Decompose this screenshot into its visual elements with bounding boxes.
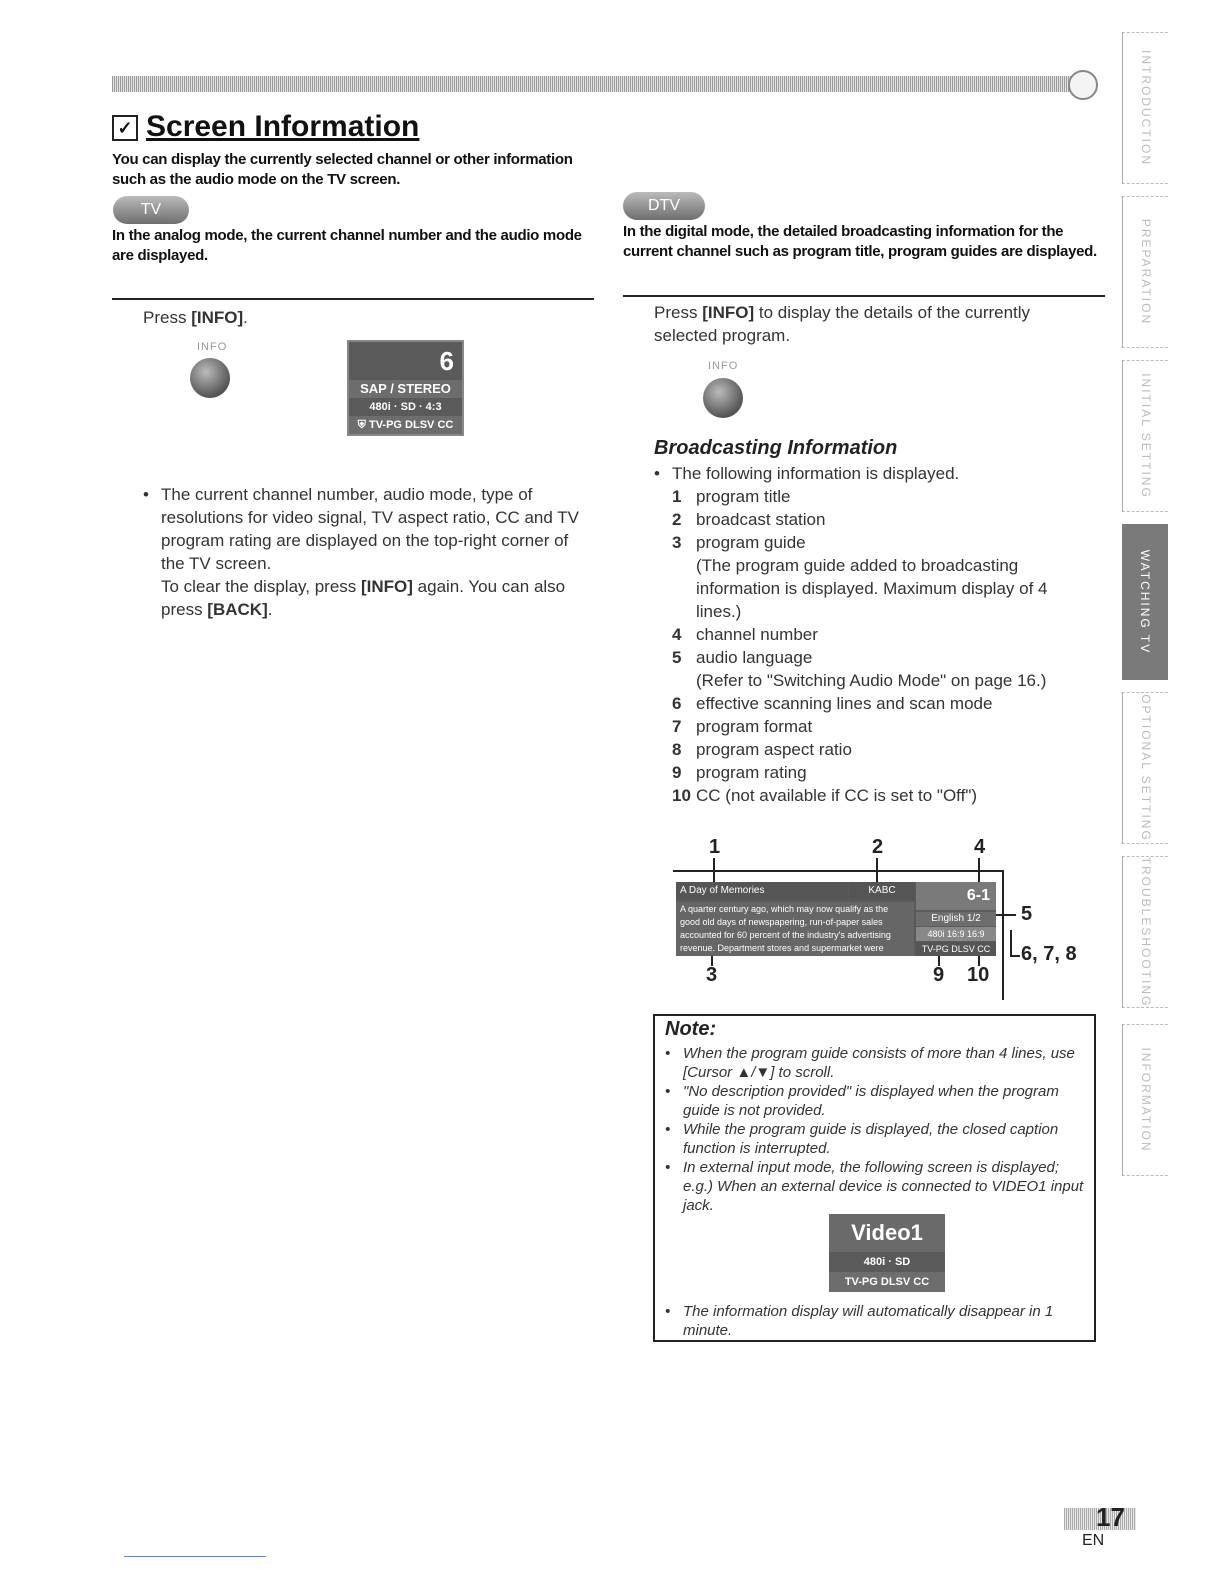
tv-osd-cc: CC bbox=[437, 419, 454, 431]
item-text: program title bbox=[696, 487, 791, 506]
item-text: program rating bbox=[696, 763, 807, 782]
tv-bullet-text: The current channel number, audio mode, type of resolutions for video signal, TV aspect ratio, CC and TV program rating are displayed on the top-right corner of the TV screen. bbox=[161, 485, 579, 573]
tv-clear-mid: again. You can also press bbox=[161, 577, 566, 619]
item-num: 7 bbox=[672, 717, 682, 736]
callout-line-2 bbox=[876, 858, 878, 884]
checkbox-icon: ✓ bbox=[112, 115, 138, 141]
note-item: • While the program guide is displayed, the closed caption function is interrupted. bbox=[663, 1120, 1087, 1158]
dtv-divider bbox=[623, 295, 1105, 297]
tv-clear-suffix: . bbox=[267, 600, 273, 619]
tv-clear-key: [INFO] bbox=[361, 577, 413, 596]
dtv-osd bbox=[676, 882, 996, 956]
tv-info-button-label: INFO bbox=[197, 341, 228, 353]
tv-press-instruction bbox=[143, 306, 583, 329]
item-text: CC (not available if CC is set to "Off") bbox=[696, 786, 978, 805]
tv-info-button-icon bbox=[190, 358, 230, 398]
video1-sd: SD bbox=[894, 1256, 911, 1268]
tv-osd-aspect: 4:3 bbox=[425, 401, 442, 413]
side-tab-optional-setting[interactable] bbox=[1122, 692, 1168, 844]
item-num: 3 bbox=[672, 533, 682, 552]
tv-press-suffix: . bbox=[243, 308, 248, 327]
video1-osd bbox=[829, 1214, 945, 1292]
dtv-osd-format: 480i 16:9 16:9 bbox=[916, 927, 996, 941]
dtv-badge: DTV bbox=[623, 192, 705, 220]
side-tab-label: OPTIONAL SETTING bbox=[1138, 694, 1153, 842]
list-item-note: (Refer to "Switching Audio Mode" on page 16.) bbox=[696, 671, 1047, 690]
item-num: 1 bbox=[672, 487, 682, 506]
callout-3: 3 bbox=[706, 964, 718, 986]
callout-line-5 bbox=[996, 914, 1016, 916]
callout-line-1 bbox=[713, 858, 715, 884]
video1-rating: TV-PG DLSV bbox=[844, 1276, 911, 1288]
broadcasting-info-list bbox=[652, 462, 1092, 807]
item-text: effective scanning lines and scan mode bbox=[696, 694, 993, 713]
dtv-info-button-label: INFO bbox=[708, 360, 739, 372]
item-num: 10 bbox=[672, 786, 691, 805]
tv-press-prefix: Press bbox=[143, 308, 192, 327]
tv-osd-rating: TV-PG DLSV bbox=[368, 419, 435, 431]
side-tab-label: WATCHING TV bbox=[1138, 549, 1152, 655]
list-item bbox=[672, 485, 1092, 508]
item-num: 4 bbox=[672, 625, 682, 644]
page-title-text: Screen Information bbox=[146, 110, 420, 143]
note-item: • In external input mode, the following screen is displayed; e.g.) When an external device is connected to VIDEO1 input jack. bbox=[663, 1158, 1087, 1215]
page-lang: EN bbox=[1082, 1532, 1105, 1549]
item-num: 6 bbox=[672, 694, 682, 713]
side-tab-label: TROUBLESHOOTING bbox=[1138, 856, 1153, 1008]
list-item bbox=[672, 738, 1092, 761]
side-tab-label: INITIAL SETTING bbox=[1138, 373, 1153, 499]
note-box bbox=[653, 1014, 1096, 1342]
item-text: program aspect ratio bbox=[696, 740, 852, 759]
callout-line-678b bbox=[1010, 955, 1020, 957]
list-item bbox=[672, 646, 1092, 669]
side-tab-initial-setting[interactable] bbox=[1122, 360, 1168, 512]
callout-2: 2 bbox=[872, 836, 884, 858]
tv-clear-prefix: To clear the display, press bbox=[161, 577, 361, 596]
side-tab-label: INTRODUCTION bbox=[1138, 50, 1153, 166]
dtv-press-suffix: to display the details of the currently selected program. bbox=[654, 303, 1031, 345]
video1-res: 480i bbox=[863, 1256, 886, 1268]
footer-rule bbox=[124, 1556, 266, 1557]
side-tab-troubleshooting[interactable] bbox=[1122, 856, 1168, 1008]
tv-osd-rating-row bbox=[349, 416, 462, 434]
item-text: program guide bbox=[696, 533, 806, 552]
side-tab-label: PREPARATION bbox=[1138, 218, 1153, 326]
tv-osd-sd: SD bbox=[400, 401, 416, 413]
note-item: • The information display will automatically disappear in 1 minute. bbox=[663, 1302, 1087, 1340]
callout-9: 9 bbox=[933, 964, 945, 986]
item-num: 2 bbox=[672, 510, 682, 529]
side-tab-information[interactable] bbox=[1122, 1024, 1168, 1176]
tv-badge: TV bbox=[113, 196, 189, 224]
header-rule bbox=[112, 76, 1072, 92]
video1-cc: CC bbox=[913, 1276, 930, 1288]
dtv-description: In the digital mode, the detailed broadcasting information for the current channel such as program title, program guides are displayed. bbox=[623, 223, 1097, 260]
dtv-press-key: [INFO] bbox=[702, 303, 755, 322]
page-title bbox=[112, 110, 419, 144]
callout-5: 5 bbox=[1021, 903, 1033, 925]
dtv-osd-rating: TV-PG DLSV bbox=[921, 944, 975, 954]
side-tab-watching-tv[interactable] bbox=[1122, 524, 1168, 680]
note-last-list bbox=[663, 1302, 1087, 1340]
callout-rule bbox=[673, 870, 1003, 872]
broadcasting-intro: • The following information is displayed. bbox=[652, 462, 1092, 485]
note-item: • "No description provided" is displayed when the program guide is not provided. bbox=[663, 1082, 1087, 1120]
item-num: 8 bbox=[672, 740, 682, 759]
side-tab-preparation[interactable] bbox=[1122, 196, 1168, 348]
item-text: channel number bbox=[696, 625, 818, 644]
callout-line-4 bbox=[978, 858, 980, 884]
video1-rating-row bbox=[829, 1272, 945, 1292]
dtv-osd-station: KABC bbox=[849, 882, 915, 900]
callout-bracket bbox=[1002, 870, 1004, 1000]
item-text: audio language bbox=[696, 648, 813, 667]
list-item bbox=[672, 531, 1092, 554]
dtv-press-instruction bbox=[654, 301, 1084, 347]
side-tab-introduction[interactable] bbox=[1122, 32, 1168, 184]
item-text: broadcast station bbox=[696, 510, 826, 529]
list-item bbox=[672, 692, 1092, 715]
page-number: 17 bbox=[1096, 1502, 1125, 1532]
video1-label: Video1 bbox=[829, 1214, 945, 1252]
callout-line-678 bbox=[1010, 930, 1012, 956]
callout-4: 4 bbox=[974, 836, 986, 858]
dtv-info-button-icon bbox=[703, 378, 743, 418]
callout-678: 6, 7, 8 bbox=[1021, 943, 1077, 965]
note-item: • When the program guide consists of more than 4 lines, use [Cursor ▲/▼] to scroll. bbox=[663, 1044, 1087, 1082]
tv-osd-audio: SAP / STEREO bbox=[349, 380, 462, 398]
tv-divider bbox=[112, 298, 594, 300]
tv-bullet-block bbox=[141, 483, 593, 621]
dtv-osd-rating-row bbox=[916, 942, 996, 956]
dtv-press-prefix: Press bbox=[654, 303, 703, 322]
item-text: program format bbox=[696, 717, 813, 736]
intro-text: You can display the currently selected channel or other information such as the audio mode on the TV screen. bbox=[112, 151, 573, 188]
list-item bbox=[672, 715, 1092, 738]
broadcasting-info-heading: Broadcasting Information bbox=[654, 437, 898, 459]
callout-1: 1 bbox=[709, 836, 721, 858]
tv-osd-channel: 6 bbox=[439, 346, 454, 376]
tv-press-key: [INFO] bbox=[191, 308, 244, 327]
note-list bbox=[663, 1044, 1087, 1215]
tv-clear-key2: [BACK] bbox=[207, 600, 268, 619]
side-tab-label: INFORMATION bbox=[1138, 1047, 1153, 1153]
numbered-items bbox=[652, 485, 1092, 807]
list-item-note: (The program guide added to broadcasting information is displayed. Maximum display of 4 lines.) bbox=[696, 556, 1048, 621]
item-num: 9 bbox=[672, 763, 682, 782]
video1-res-row: 480i · SD bbox=[863, 1256, 911, 1268]
tv-osd-resolution: 480i · SD · 4:3 bbox=[369, 401, 442, 413]
list-item bbox=[672, 623, 1092, 646]
list-item bbox=[672, 508, 1092, 531]
tv-bullet bbox=[141, 483, 593, 621]
dtv-osd-language: English 1/2 bbox=[916, 912, 996, 926]
dtv-osd-guide: A quarter century ago, which may now qualify as the good old days of newspapering, run-of-paper sales accounted for 60 percent of the industry's advertising revenue. Department stores and supermarket were bbox=[676, 902, 914, 956]
tv-description: In the analog mode, the current channel number and the audio mode are displayed. bbox=[112, 227, 582, 264]
dtv-osd-channel: 6-1 bbox=[916, 882, 996, 910]
dtv-osd-cc: CC bbox=[977, 944, 991, 954]
note-title: Note: bbox=[665, 1018, 717, 1040]
list-item bbox=[672, 784, 1092, 807]
header-circle-icon bbox=[1068, 70, 1098, 100]
list-item bbox=[672, 761, 1092, 784]
dtv-osd-title: A Day of Memories bbox=[676, 882, 848, 900]
callout-10: 10 bbox=[967, 964, 990, 986]
item-num: 5 bbox=[672, 648, 682, 667]
lock-icon: ⛨ bbox=[357, 419, 366, 431]
tv-osd bbox=[347, 340, 464, 436]
tv-osd-res: 480i bbox=[369, 401, 391, 413]
